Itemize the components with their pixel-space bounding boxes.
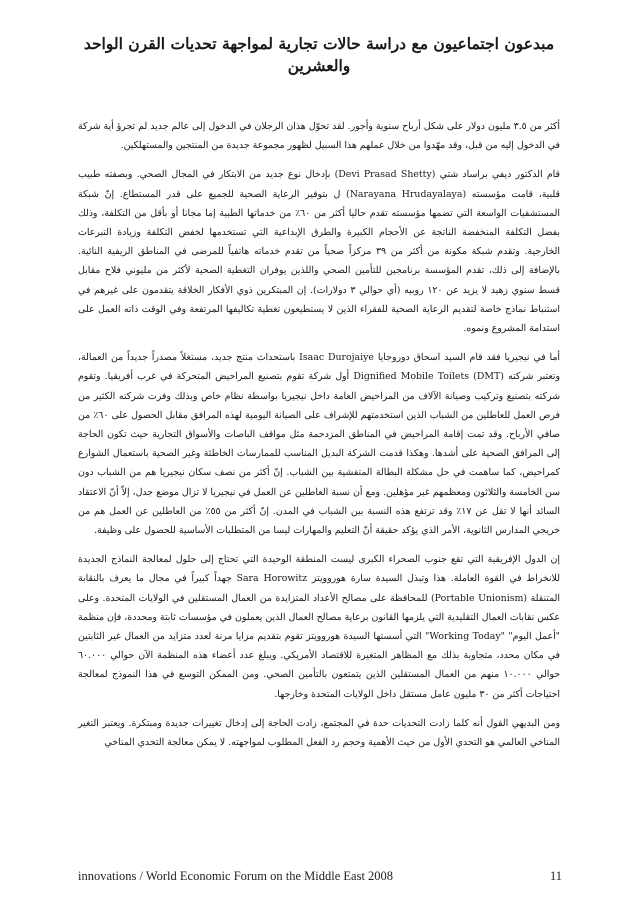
paragraph: ومن البديهي القول أنه كلما زادت التحديات حدة في المجتمع، زادت الحاجة إلى إدخال تغييرات جديدة ومبتكرة. ويعتبر التغير المناخي العالمي هو التحدي الأول من حيث الأهمية وحجم رد الفعل المطلوب لمواجهته. لا يمكن معالجة التحدي المناخي (78, 717, 560, 749)
page-title: مبدعون اجتماعيون مع دراسة حالات تجارية لمواجهة تحديات القرن الواحد والعشرين (83, 34, 555, 75)
paragraph: أما في نيجيريا فقد قام السيد اسحاق دوروجايا Isaac Durojaiye باستحداث منتج جديد، مستغلاً مصدراً جديداً من العمالة، وتعتبر شركته (Dignified Mobile Toilets (DMT أول شركة تقوم بتصنيع المراحيض المتحركة في غرب أفريقيا. وتقوم شركته بتصنيع وتركيب وصيانة الآلاف من المراحيض العامة داخل نيجيريا بواسطة نظام خاص وبذلك وفرت شركته الكثير من فرص العمل للعاطلين من الشباب الذين استخدمتهم للإشراف على الصيانة اليومية لهذه المرافق مقابل الحصول على ٦٠٪ من صافي الأرباح. وقد تمت إقامة المراحيض في المناطق المزدحمة مثل مواقف الباصات والأسواق التجارية حيث تكون الحاجة إلى المرافق الصحية على أشدها. وهكذا قدمت الشركة البديل المناسب للممارسات الخاطئة وغير الصحية باستعمال الشوارع كمراحيض، كما ساهمت في حل مشكلة البطالة المتفشية بين الشباب. إنّ أكثر من نصف سكان نيجيريا هم من الشباب دون سن الخامسة والثلاثون ومعظمهم غير مؤهلين. ومع أن نسبة العاطلين عن العمل في نيجيريا لا تزال موضع جدل، إلاّ أنّ الاعتقاد السائد أنها لا تقل عن ١٧٪ وقد ترتفع هذه النسبة بين الشباب في المدن. إنّ أكثر من ٥٥٪ من العاطلين عن العمل هم من خريجي المدارس الثانوية، الأمر الذي يؤكد حقيقة أنّ التعليم والمهارات ليسا من المتطلبات الأساسية للحصول على وظيفة. (78, 352, 560, 537)
footer-text: innovations / World Economic Forum on the Middle East 2008 (78, 869, 394, 883)
paragraph: أكثر من ٣.٥ مليون دولار على شكل أرباح سنوية وأجور. لقد تحوّل هذان الرجلان في الدخول إلى عالم جديد لم تجرؤ أية شركة في الدخول إليه من قبل، وقد مهّدوا من خلال عملهم هذا السبيل لظهور مجموعة جديدة من المنتجين والمستهلكين. (78, 121, 560, 152)
paragraph: إن الدول الإفريقية التي تقع جنوب الصحراء الكبرى ليست المنطقة الوحيدة التي تحتاج إلى حلول لمعالجة النماذج الجديدة للانخراط في القوة العاملة. هذا وتبذل السيدة سارة هوروويتز Sara Horowitz جهداً كبيراً في مجال ما يعرف بالنقابة المتنقلة (Portable Unionism) للمحافظة على مصالح الأعداد المتزايدة من العمال المستقلين في الولايات المتحدة. وعلى عكس نقابات العمال التقليدية التي يلزمها القانون برعاية مصالح العمال الذين يعملون في مؤسسات ثابتة ومحددة، فإن منظمة "أعمل اليوم" "Working Today" التي أسستها السيدة هوروويتز تقوم بتقديم مزايا مرنة لعدد متزايد من العمال غير الثابتين في مكان محدد، متجاوبة بذلك مع المظاهر المتغيرة للاقتصاد الأمريكي. ويبلغ عدد أعضاء هذه المنظمة الآن حوالي ٦٠.٠٠٠ حوالي ١٠.٠٠٠ منهم من العمال المستقلين الذين يتمتعون بالتأمين الصحي. ومن الممكن التوسع في هذا النموذج لمعالجة احتياجات أكثر من ٣٠ مليون عامل مستقل داخل الولايات المتحدة وخارجها. (78, 554, 560, 700)
article-body (78, 117, 560, 762)
paragraph: قام الدكتور ديفي براساد شتي (Devi Prasad Shetty) بإدخال نوع جديد من الابتكار في المجال الصحي. وبصفته طبيب قلبية، قامت مؤسسته (Narayana Hrudayalaya) ل بتوفير الرعاية الصحية للجميع على قدر المستطاع. إنّ شبكة المستشفيات الواسعة التي تضمها مؤسسته تقدم حاليا أكثر من ٦٠٪ من خدماتها الطبية إما مجانا أو بأقل من التكلفة، وذلك بفضل التكلفة المنخفضة الناتجة عن الأحجام الكبيرة والطرق الإبداعية التي تستخدمها لخفض التكلفة وزيادة التبرعات الخارجية. وتقدم شبكة مكونة من أكثر من ٣٩ مركزاً صحياً من تقدم خدماته هاتفياً للمرضى في المناطق الريفية النائية. بالإضافة إلى ذلك، تقدم المؤسسة برنامجين للتأمين الصحي واللذين يوفران التغطية الصحية لأكثر من مليوني فلاح مقابل قسط سنوي زهيد لا يزيد عن ١٢٠ روبيه (أي حوالي ٣ دولارات). إن المبتكرين ذوي الأفكار الخلاقة يتقدمون على غيرهم في استنباط نماذج خاصة لتقديم الرعاية الصحية للفقراء الذين لا يستطيعون تغطية تكاليفها المرتفعة وفي الوقت ذاته العمل على استدامة المشروع ونموه. (78, 169, 560, 335)
page-number: 11 (549, 869, 562, 883)
